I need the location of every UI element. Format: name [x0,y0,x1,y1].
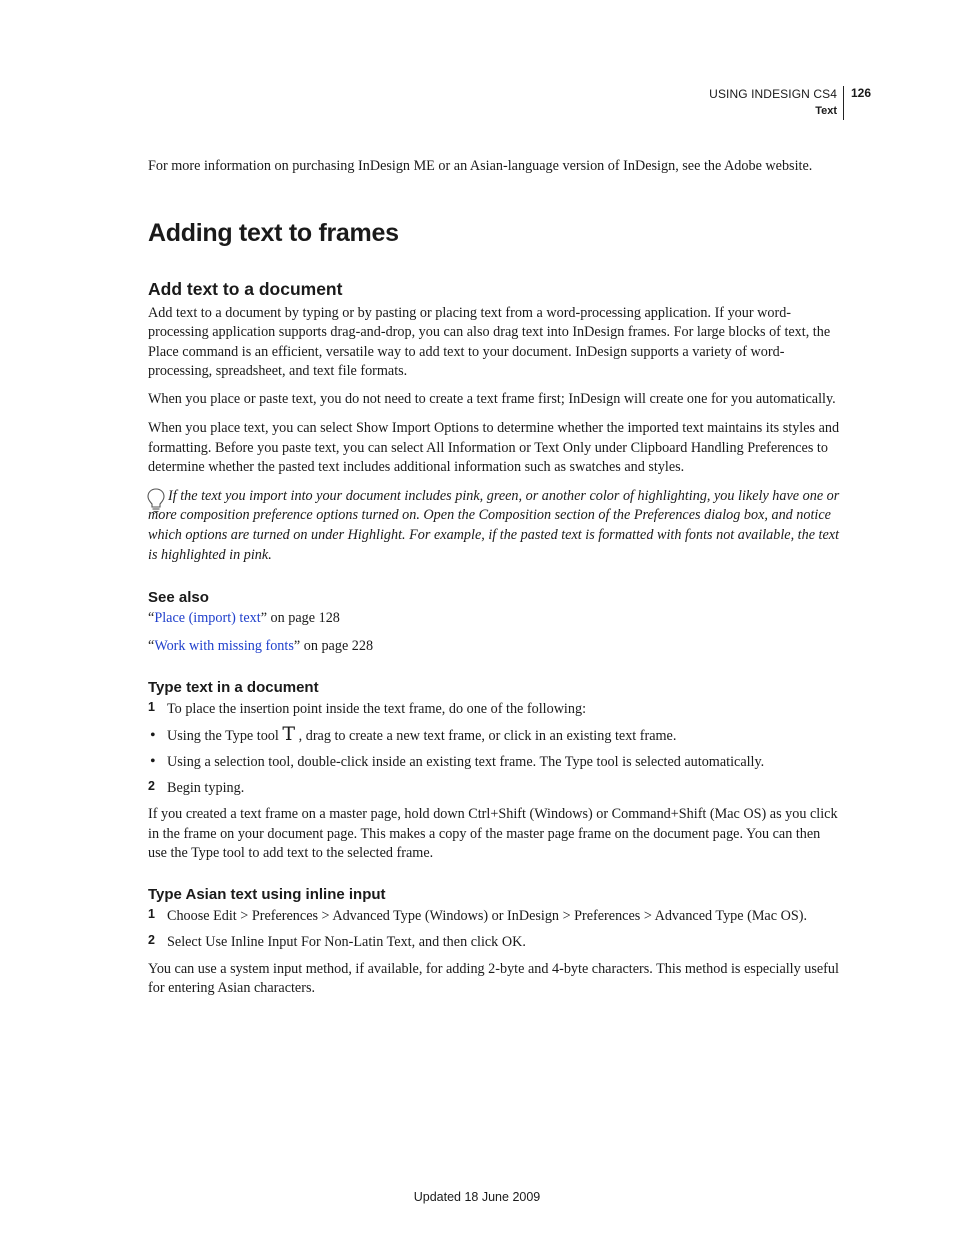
add-text-paragraph-3: When you place text, you can select Show Import Options to determine whether the imported text maintains its styles and formatting. Before you paste text, you can select All Information or Text Only under Clipboard Handling Preferences to determine whether the pasted text includes additional information such as swatches and styles. [148,420,840,476]
step-1 [148,907,842,927]
header-section: Text [815,105,837,117]
step-number: 1 [148,907,155,922]
type-tool-icon: T [282,722,296,745]
subsection-title-add-text: Add text to a document [148,278,343,299]
see-also-heading: See also [148,589,209,607]
subsection-title-asian-text: Type Asian text using inline input [148,886,386,904]
step-text: Begin typing. [167,780,245,797]
add-text-paragraph-1: Add text to a document by typing or by pasting or placing text from a word-processing application. If your word-processing application supports drag-and-drop, you can also drag text into InDesign frames. For large blocks of text, the Place command is an efficient, versatile way to add text to your document. InDesign supports a variety of word-processing, spreadsheet, and text file formats. [148,304,831,380]
lightbulb-icon [146,487,166,515]
step-2 [148,779,842,799]
step-number: 2 [148,933,155,948]
header-product: USING INDESIGN CS4 [709,87,837,101]
section-title: Adding text to frames [148,218,399,247]
master-page-paragraph: If you created a text frame on a master page, hold down Ctrl+Shift (Windows) or Command+Shift (Mac OS) as you click in the frame on your document page. This makes a copy of the master page frame on the document page. You can then use the Type tool to add text to the selected frame. [148,806,838,862]
step-number: 2 [148,779,155,794]
subsection-title-type-text: Type text in a document [148,678,319,696]
page-number: 126 [851,86,872,100]
page-content [148,157,842,999]
step-2 [148,933,842,953]
step-1 [148,700,842,720]
see-also-item: “Place (import) text” on page 128 [148,610,340,627]
add-text-paragraph-2: When you place or paste text, you do not need to create a text frame first; InDesign will create one for you automatically. [148,391,836,408]
step-number: 1 [148,699,155,714]
link-work-with-missing-fonts[interactable]: Work with missing fonts [154,638,294,655]
step-text: Select Use Inline Input For Non-Latin Text, and then click OK. [167,934,526,951]
running-header [537,86,844,120]
asian-input-paragraph: You can use a system input method, if available, for adding 2-byte and 4-byte characters. This method is especially useful for entering Asian characters. [148,960,839,997]
step-text: To place the insertion point inside the text frame, do one of the following: [167,700,587,717]
page-footer: Updated 18 June 2009 [413,1190,541,1204]
bullet-marker: • [150,752,156,770]
step-text: Choose Edit > Preferences > Advanced Type (Windows) or InDesign > Preferences > Advanced Type (Mac OS). [167,908,807,925]
bullet-item: • Using a selection tool, double-click inside an existing text frame. The Type tool is selected automatically. [150,752,765,770]
link-place-import-text[interactable]: Place (import) text [154,610,261,627]
bullet-marker: • [150,726,156,744]
see-also-item: “Work with missing fonts” on page 228 [148,638,374,655]
tip-text: If the text you import into your document includes pink, green, or another color of highlighting, you likely have one or more composition preference options turned on. Open the Composition section of the Preferences dialog box, and notice which options are turned on under Highlight. For example, if the pasted text is formatted with fonts not available, the text is highlighted in pink. [148,487,840,563]
intro-paragraph: For more information on purchasing InDesign ME or an Asian-language version of InDesign, see the Adobe website. [148,158,813,174]
bullet-item: • Using the Type tool T , drag to create a new text frame, or click in an existing text frame. [150,722,677,745]
tip-note [148,487,842,565]
